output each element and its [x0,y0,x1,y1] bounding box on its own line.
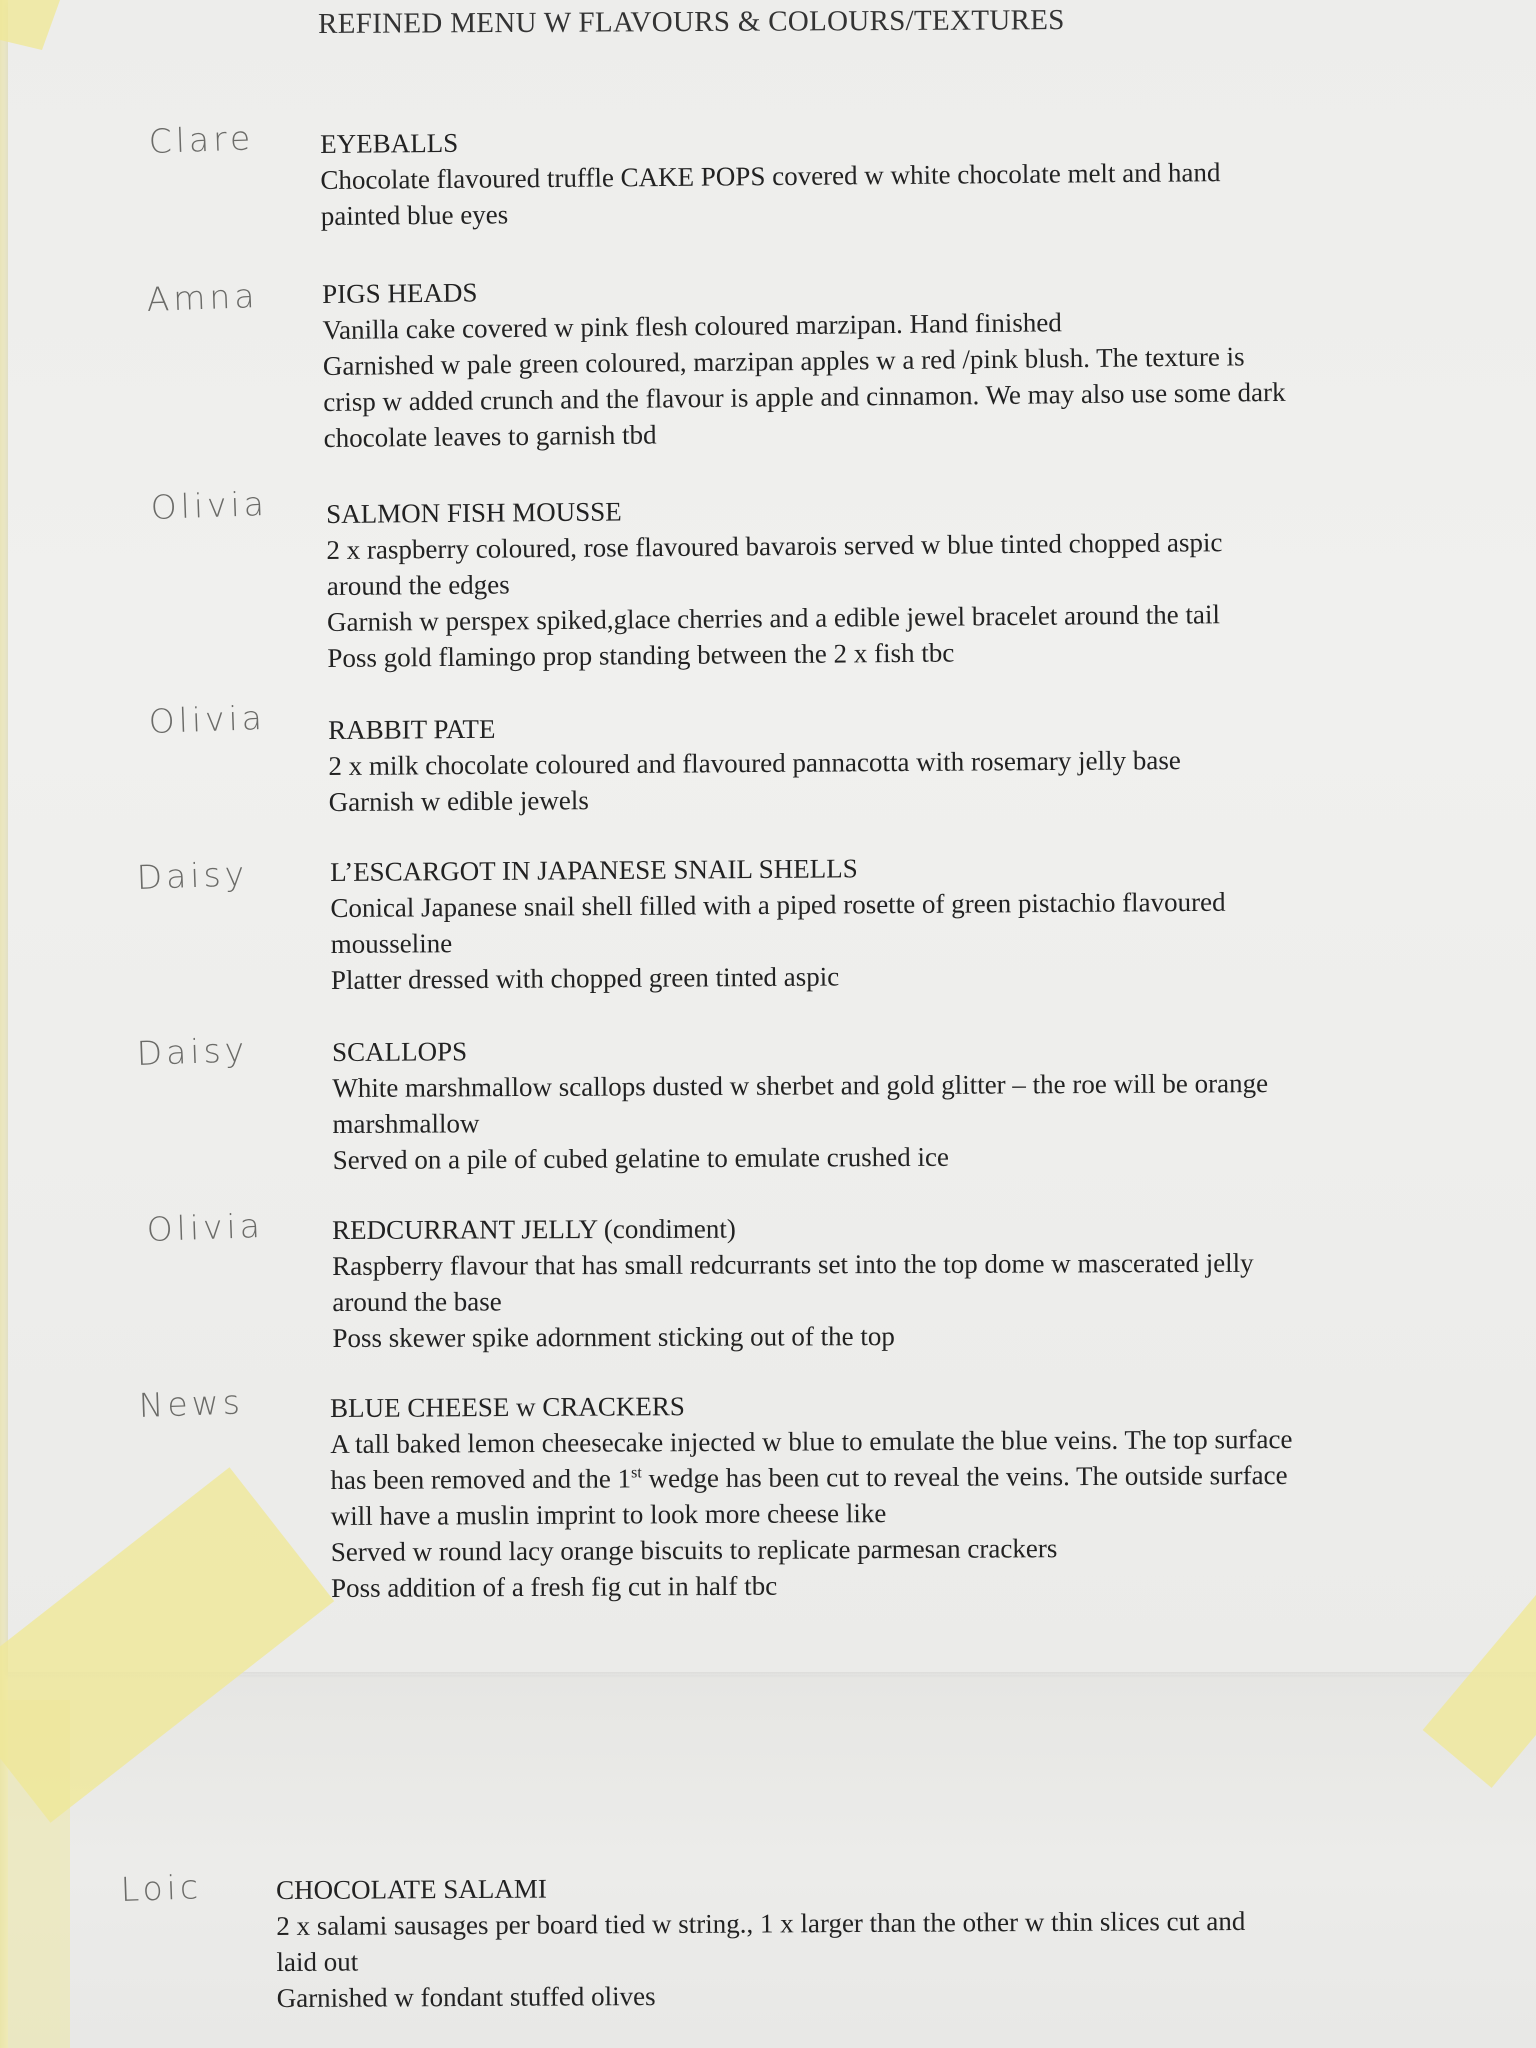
menu-item-line: A tall baked lemon cheesecake injected w blue to emulate the blue veins. The top surface [330,1423,1293,1459]
menu-item [326,488,1223,676]
menu-item [328,706,1181,820]
menu-item-line: Platter dressed with chopped green tinted aspic [330,961,840,995]
menu-item-line: around the base [332,1286,502,1317]
menu-item-heading: CHOCOLATE SALAMI [276,1873,547,1905]
menu-item-heading: L’ESCARGOT IN JAPANESE SNAIL SHELLS [330,853,858,887]
menu-item-line-text: has been removed and the 1 [330,1463,632,1495]
ordinal-superscript: st [631,1464,642,1482]
cook-name-handwritten: Daisy [136,1030,249,1073]
menu-item-line: Served on a pile of cubed gelatine to emulate crushed ice [332,1141,949,1175]
menu-item [330,848,1226,998]
menu-item-heading: SALMON FISH MOUSSE [326,496,622,529]
menu-item-line: 2 x raspberry coloured, rose flavoured bavarois served w blue tinted chopped aspic [326,527,1223,565]
tape-lower-left [0,1700,70,2048]
menu-item-line: marshmallow [332,1108,480,1139]
menu-item-line: 2 x salami sausages per board tied w string., 1 x larger than the other w thin slices cut and [276,1905,1246,1941]
cook-name-handwritten: News [138,1382,245,1425]
menu-item-line: painted blue eyes [320,199,509,231]
document-title: REFINED MENU W FLAVOURS & COLOURS/TEXTURES [318,4,1065,40]
menu-item-line: around the edges [326,569,510,601]
menu-item-line: Garnished w fondant stuffed olives [276,1981,656,2013]
menu-item-line-text: wedge has been cut to reveal the veins. The outside surface [641,1459,1288,1494]
menu-item-line: 2 x milk chocolate coloured and flavoured pannacotta with rosemary jelly base [328,745,1181,781]
menu-item-line: Vanilla cake covered w pink flesh coloured marzipan. Hand finished [322,307,1062,345]
menu-item-heading: BLUE CHEESE w CRACKERS [330,1391,685,1423]
cook-name-handwritten: Daisy [136,854,249,897]
menu-item-line: Chocolate flavoured truffle CAKE POPS covered w white chocolate melt and hand [320,157,1221,195]
cook-name-handwritten: Olivia [150,483,269,527]
menu-item-line: Poss addition of a fresh fig cut in half tbc [330,1570,778,1603]
menu-item [332,1029,1269,1178]
menu-item-line: Conical Japanese snail shell filled with a piped rosette of green pistachio flavoured [330,886,1226,923]
cook-name-handwritten: Clare [148,118,255,161]
menu-item-line: Garnish w edible jewels [328,785,589,817]
menu-item-line: Raspberry flavour that has small redcurrants set into the top dome w mascerated jelly [332,1247,1254,1281]
menu-item-line: Garnished w pale green coloured, marzipan apples w a red /pink blush. The texture is [322,341,1245,381]
cook-name-handwritten: Loic [120,1867,203,1909]
cook-name-handwritten: Olivia [146,1205,265,1249]
menu-item [322,266,1286,456]
menu-item-line: will have a muslin imprint to look more cheese like [330,1498,887,1531]
menu-item-line: crisp w added crunch and the flavour is apple and cinnamon. We may also use some dark [323,376,1286,417]
menu-item [330,1385,1293,1606]
menu-item-line: chocolate leaves to garnish tbd [323,419,657,453]
menu-item-line: Served w round lacy orange biscuits to replicate parmesan crackers [330,1533,1058,1567]
menu-item-heading: REDCURRANT JELLY (condiment) [332,1213,736,1245]
menu-item-line: Poss skewer spike adornment sticking out of the top [332,1321,895,1353]
menu-item-heading: PIGS HEADS [322,277,478,309]
menu-item-heading: EYEBALLS [320,127,459,159]
menu-item-line: White marshmallow scallops dusted w sherbet and gold glitter – the roe will be orange [332,1068,1269,1103]
menu-item-line: Poss gold flamingo prop standing between the 2 x fish tbc [327,637,955,673]
cook-name-handwritten: Amna [146,276,260,319]
menu-item-line: laid out [276,1946,359,1977]
menu-item-line: Garnish w perspex spiked,glace cherries and a edible jewel bracelet around the tail [326,599,1221,637]
menu-item-heading: RABBIT PATE [328,713,496,745]
menu-item-line [330,1457,1292,1498]
cook-name-handwritten: Olivia [148,697,267,741]
menu-item [332,1209,1254,1356]
menu-item [276,1867,1246,2016]
menu-item-heading: SCALLOPS [332,1036,468,1067]
menu-item [320,118,1221,234]
menu-item-line: mousseline [330,928,453,959]
